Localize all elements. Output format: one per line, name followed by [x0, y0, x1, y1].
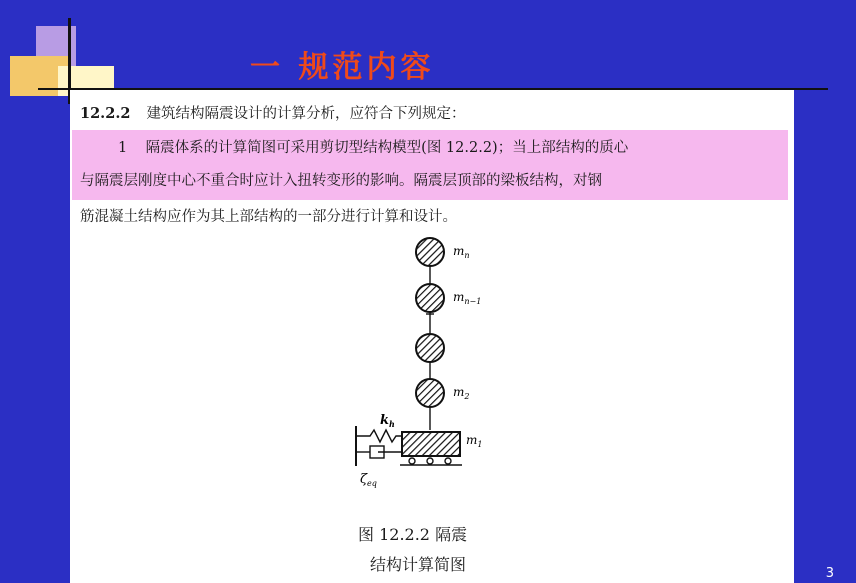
item-line-1-text: 隔震体系的计算简图可采用剪切型结构模型(图 12.2.2)；当上部结构的质心	[145, 140, 629, 156]
roller-1	[409, 458, 415, 464]
clause-number: 12.2.2	[80, 105, 131, 122]
label-mn: $m_n$	[453, 244, 470, 260]
label-m2: $m_2$	[453, 385, 470, 401]
roller-3	[445, 458, 451, 464]
label-kh: $k_h$	[380, 413, 395, 429]
clause-line-2: 与隔震层刚度中心不重合时应计入扭转变形的影响。隔震层顶部的梁板结构，对钢	[80, 173, 602, 189]
spring-kh	[356, 430, 402, 442]
mass-n-1	[416, 284, 444, 312]
clause-heading-text: 建筑结构隔震设计的计算分析，应符合下列规定：	[146, 106, 466, 122]
page-number: 3	[825, 566, 834, 581]
item-number: 1	[118, 140, 128, 156]
mass-1-block	[402, 432, 460, 456]
slide-title: 一 规范内容	[250, 50, 435, 85]
roller-2	[427, 458, 433, 464]
clause-line-3: 筋混凝土结构应作为其上部结构的一部分进行计算和设计。	[80, 209, 457, 225]
label-m1: $m_1$	[466, 433, 483, 449]
shear-model-diagram	[350, 230, 530, 510]
content-panel	[70, 90, 794, 583]
label-zeta: $\zeta_{eq}$	[360, 472, 377, 488]
clause-line-1	[118, 136, 628, 157]
clause-heading	[80, 102, 465, 123]
mass-intermediate	[416, 334, 444, 362]
mass-2	[416, 379, 444, 407]
mass-n	[416, 238, 444, 266]
figure-caption-line-2: 结构计算简图	[370, 555, 467, 574]
figure-caption-line-1: 图 12.2.2 隔震	[358, 525, 468, 544]
label-mn-1: $m_{n-1}$	[453, 290, 482, 306]
